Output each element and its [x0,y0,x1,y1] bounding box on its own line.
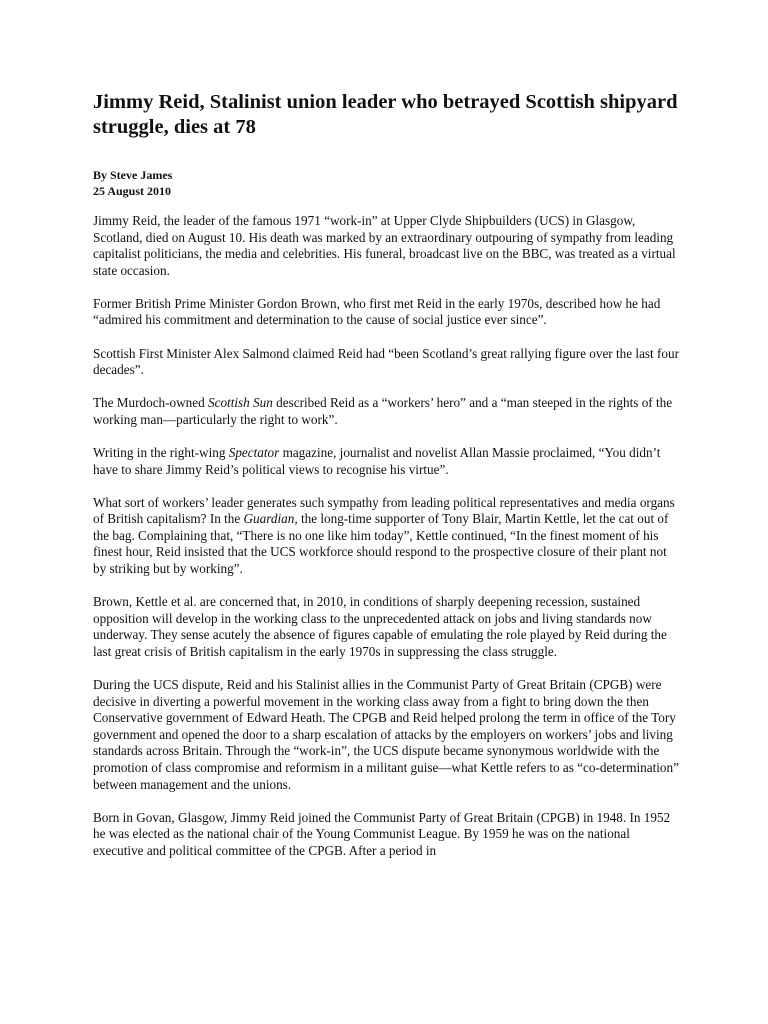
article-paragraph [93,213,683,279]
article-paragraph [93,346,683,379]
paragraph-text: What sort of workers’ leader generates such sympathy from leading political representatives and media organs of British capitalism? In the [93,494,675,527]
paragraph-text: described Reid as a “workers’ hero” and a “man steeped in the rights of the working man—particularly the right to work”. [93,395,673,427]
paragraph-text: the long-time supporter of Tony Blair, Martin Kettle, let the cat out of the bag. Complaining that, “There is no one like him today”, Kettle continued, “In the finest moment of his finest hour, Reid insisted that the UCS workforce should respond to the prospective closure of their plant not by striking but by working”. [93,511,669,576]
publish-date: 25 August 2010 [93,184,172,198]
article-paragraph [93,495,683,578]
paragraph-text: Writing in the right-wing [93,444,229,460]
article-paragraph [93,395,683,428]
paragraph-text: Jimmy Reid, the leader of the famous 1971 “work-in” at Upper Clyde Shipbuilders (UCS) in Glasgow, Scotland, died on August 10. His death was marked by an extraordinary outpouring of sympathy from leading capitalist politicians, the media and celebrities. His funeral, broadcast live on the BBC, was treated as a virtual state occasion. [93,213,676,278]
article-paragraph [93,594,683,660]
article-paragraph [93,677,683,793]
article-paragraph [93,445,683,478]
paragraph-text: magazine, journalist and novelist Allan Massie proclaimed, “You didn’t have to share Jimmy Reid’s political views to recognise his virtue”. [93,444,661,477]
publication-name: Scottish Sun [208,395,273,411]
paragraph-text: Former British Prime Minister Gordon Brown, who first met Reid in the early 1970s, described how he had “admired his commitment and determination to the cause of social justice ever since”. [93,295,661,328]
article-page [93,90,683,876]
publication-name: Spectator [228,444,280,460]
paragraph-text: During the UCS dispute, Reid and his Stalinist allies in the Communist Party of Great Britain (CPGB) were decisive in diverting a powerful movement in the working class away from a fight to bring down the then Conservative government of Edward Heath. The CPGB and Reid helped prolong the term in office of the Tory government and opened the door to a sharp escalation of attacks by the employers on workers’ jobs and living standards across Britain. Through the “work-in”, the UCS dispute became synonymous worldwide with the promotion of class compromise and reformism in a militant guise—what Kettle refers to as “co-determination” between management and the unions. [93,676,679,792]
paragraph-text: Brown, Kettle et al. are concerned that, in 2010, in conditions of sharply deepening recession, sustained opposition will develop in the working class to the unprecedented attack on jobs and living standards now underway. They sense acutely the absence of figures capable of emulating the role played by Reid during the last great crisis of British capitalism in the early 1970s in suppressing the class struggle. [93,594,667,659]
article-body [93,213,683,859]
article-paragraph [93,810,683,860]
paragraph-text: Scottish First Minister Alex Salmond claimed Reid had “been Scotland’s great rallying figure over the last four decades”. [93,345,679,378]
paragraph-text: Born in Govan, Glasgow, Jimmy Reid joined the Communist Party of Great Britain (CPGB) in 1948. In 1952 he was elected as the national chair of the Young Communist League. By 1959 he was on the national executive and political committee of the CPGB. After a period in [93,809,671,858]
article-paragraph [93,296,683,329]
paragraph-text: The Murdoch-owned [93,395,208,411]
author-name: By Steve James [93,168,173,182]
article-headline: Jimmy Reid, Stalinist union leader who betrayed Scottish shipyard struggle, dies at 78 [93,91,678,138]
byline [93,167,683,199]
publication-name: Guardian, [243,511,298,527]
